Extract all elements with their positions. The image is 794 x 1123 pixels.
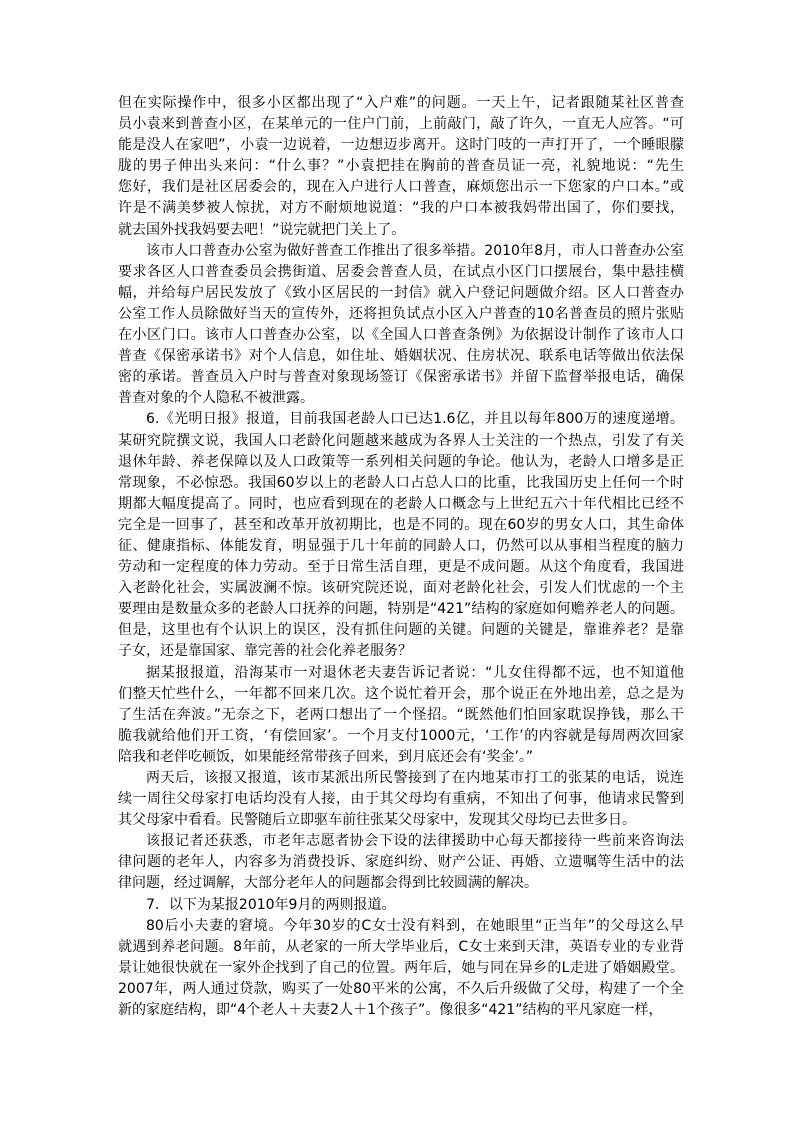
text-line: 景让她很快就在一家外企找到了自己的位置。两年后，她与同在异乡的L走进了婚姻殿堂。 — [118, 959, 684, 976]
text-line: 密的承诺。普查员入户时与普查对象现场签订《保密承诺书》并留下监督举报电话，确保 — [118, 369, 684, 386]
text-line: 普查对象的个人隐私不被泄露。 — [118, 390, 314, 407]
text-line: 退休年龄、养老保障以及人口政策等一系列相关问题的争论。他认为，老龄人口增多是正 — [118, 453, 684, 470]
text-line: 该市人口普查办公室为做好普查工作推出了很多举措。2010年8月，市人口普查办公室 — [146, 242, 684, 259]
text-line: 就遇到养老问题。8年前，从老家的一所大学毕业后，C女士来到天津，英语专业的专业背 — [118, 938, 684, 955]
text-line: 普查《保密承诺书》对个人信息，如住址、婚姻状况、住房状况、联系电话等做出依法保 — [118, 348, 684, 365]
paragraph — [118, 768, 684, 831]
text-line: 在小区门口。该市人口普查办公室，以《全国人口普查条例》为依据设计制作了该市人口 — [118, 327, 684, 344]
text-line: 据某报报道，沿海某市一对退休老夫妻告诉记者说：“儿女住得都不远，也不知道他 — [146, 664, 684, 681]
text-line: 律问题，经过调解，大部分老年人的问题都会得到比较圆满的解决。 — [118, 875, 538, 892]
text-line: 某研究院撰文说，我国人口老龄化问题越来越成为各界人士关注的一个热点，引发了有关 — [118, 432, 684, 449]
text-line: 要求各区人口普查委员会携街道、居委会普查人员，在试点小区门口摆展台，集中悬挂横 — [118, 263, 684, 280]
text-line: 幅，并给每户居民发放了《致小区居民的一封信》就入户登记问题做介绍。区人口普查办 — [118, 284, 684, 301]
text-line: 新的家庭结构，即“4个老人＋夫妻2人＋1个孩子”。像很多“421”结构的平凡家庭一样， — [118, 1002, 663, 1019]
text-line: 期都大幅度提高了。同时，也应看到现在的老龄人口概念与上世纪五六十年代相比已经不 — [118, 495, 684, 512]
text-line: 们整天忙些什么，一年都不回来几次。这个说忙着开会，那个说正在外地出差，总之是为 — [118, 685, 684, 702]
text-line: 胧的男子伸出头来问：“什么事？”小袁把挂在胸前的普查员证一亮，礼貌地说：“先生 — [118, 158, 684, 175]
text-line: 律问题的老年人，内容多为消费投诉、家庭纠纷、财产公证、再婚、立遗嘱等生活中的法 — [118, 854, 684, 871]
text-line: 陪我和老伴吃顿饭，如果能经常带孩子回来，到月底还会有‘奖金’。” — [118, 748, 534, 765]
text-line: 您好，我们是社区居委会的，现在入户进行人口普查，麻烦您出示一下您家的户口本。”或 — [118, 179, 684, 196]
text-line: 80后小夫妻的窘境。今年30岁的C女士没有料到，在她眼里“正当年”的父母这么早 — [146, 917, 684, 934]
text-line: 但在实际操作中，很多小区都出现了“入户难”的问题。一天上午，记者跟随某社区普查 — [118, 95, 684, 111]
text-line: 劳动和一定程度的体力劳动。至于日常生活自理，更是不成问题。从这个角度看，我国进 — [118, 559, 684, 576]
text-line: 但是，这里也有个认识上的误区，没有抓住问题的关键。问题的关键是，靠谁养老？是靠 — [118, 622, 684, 639]
paragraph — [118, 916, 684, 1021]
paragraph — [118, 831, 684, 894]
text-line: 其父母家中看看。民警随后立即驱车前往张某父母家中，发现其父母均已去世多日。 — [118, 812, 636, 829]
text-line: 两天后，该报又报道，该市某派出所民警接到了在内地某市打工的张某的电话，说连 — [146, 770, 684, 786]
text-line: 征、健康指标、体能发育，明显强于几十年前的同龄人口，仍然可以从事相当程度的脑力 — [118, 537, 684, 554]
paragraph — [118, 409, 684, 662]
text-line: 能是没人在家吧”，小袁一边说着，一边想迈步离开。这时门吱的一声打开了，一个睡眼朦 — [118, 137, 684, 154]
text-line: 2007年，两人通过贷款，购买了一处80平米的公寓，不久后升级做了父母，构建了一个全 — [118, 980, 684, 997]
text-line: 了生活在奔波。”无奈之下，老两口想出了一个怪招。“既然他们怕回家耽误挣钱，那么干 — [118, 706, 684, 723]
text-line: 入老龄化社会，实属波澜不惊。该研究院还说，面对老龄化社会，引发人们忧虑的一个主 — [118, 580, 684, 597]
text-line: 完全是一回事了，甚至和改革开放初期比，也是不同的。现在60岁的男女人口，其生命体 — [118, 516, 684, 533]
paragraph — [118, 895, 684, 916]
paragraph — [118, 241, 684, 410]
text-line: 子女，还是靠国家、靠完善的社会化养老服务？ — [118, 643, 412, 660]
text-line: 常现象，不必惊恐。我国60岁以上的老龄人口占总人口的比重，比我国历史上任何一个时 — [118, 474, 684, 491]
text-line: 脆我就给他们开工资，‘有偿回家’。一个月支付1000元，‘工作’的内容就是每周两次回家 — [118, 727, 684, 744]
text-line: 要理由是数量众多的老龄人口抚养的问题，特别是“421”结构的家庭如何赡养老人的问题。 — [118, 601, 684, 618]
text-line: 许是不满美梦被人惊扰，对方不耐烦地说道：“我的户口本被我妈带出国了，你们要找， — [118, 200, 684, 217]
text-line: 就去国外找我妈要去吧！”说完就把门关上了。 — [118, 221, 406, 238]
text-line: 员小袁来到普查小区，在某单元的一住户门前，上前敲门，敲了许久，一直无人应答。“可 — [118, 116, 684, 133]
document-body — [118, 93, 684, 1021]
text-line: 公室工作人员除做好当天的宣传外，还将担负试点小区入户普查的10名普查员的照片张贴 — [118, 305, 684, 322]
text-line: 该报记者还获悉，市老年志愿者协会下设的法律援助中心每天都接待一些前来咨询法 — [146, 833, 684, 850]
paragraph — [118, 93, 684, 241]
text-line: 续一周往父母家打电话均没有人接，由于其父母均有重病，不知出了何事，他请求民警到 — [118, 791, 684, 808]
text-line: 7．以下为某报2010年9月的两则报道。 — [146, 896, 396, 913]
paragraph — [118, 663, 684, 768]
text-line: 6.《光明日报》报道，目前我国老龄人口已达1.6亿，并且以每年800万的速度递增。 — [146, 411, 684, 428]
